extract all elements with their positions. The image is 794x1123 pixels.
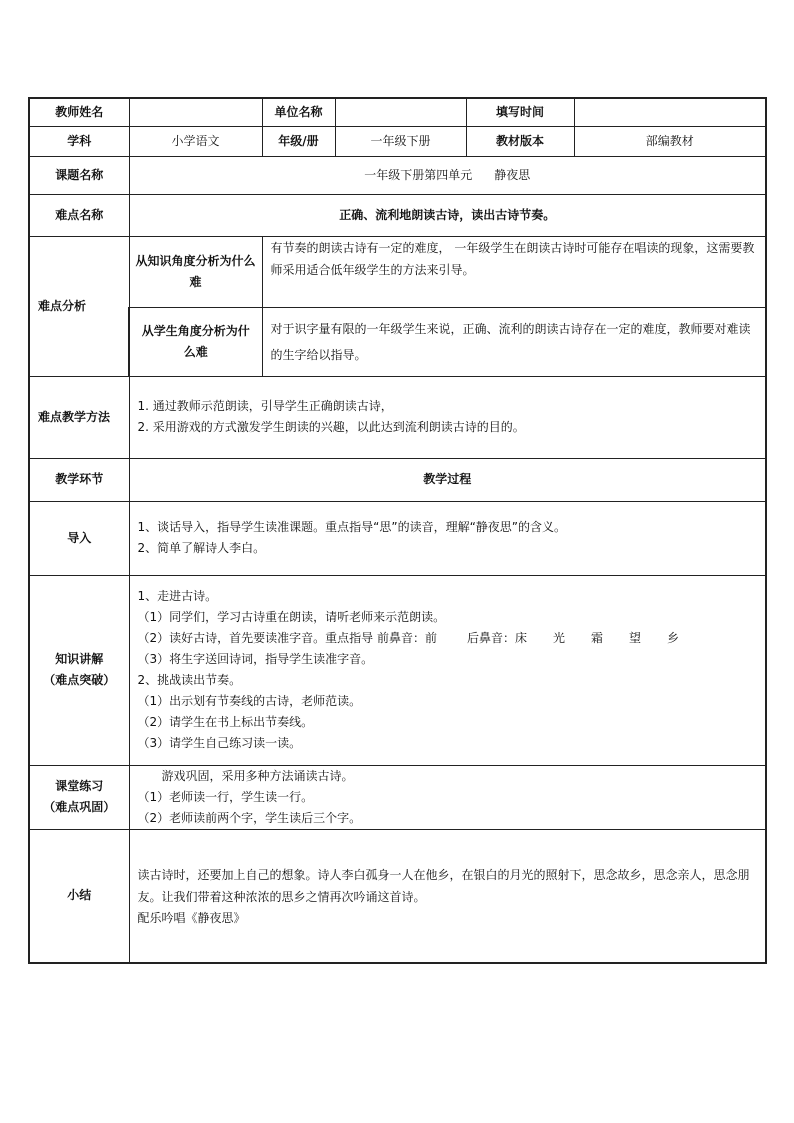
method-label: 难点教学方法	[29, 376, 129, 458]
intro-content	[129, 501, 766, 575]
process-header: 教学过程	[129, 458, 766, 501]
topic-value	[129, 156, 766, 194]
stage-header: 教学环节	[29, 458, 129, 501]
intro-line: 1、谈话导入，指导学生读准课题。重点指导“思”的读音，理解“静夜思”的含义。	[137, 520, 567, 534]
summary-label: 小结	[29, 829, 129, 963]
edition-value: 部编教材	[574, 126, 766, 156]
char-wang: 望	[629, 631, 642, 645]
student-angle-text: 对于识字量有限的一年级学生来说，正确、流利的朗读古诗存在一定的难度，教师要对难读的生字给以指导。	[262, 307, 766, 376]
edition-label: 教材版本	[466, 126, 574, 156]
lesson-plan-table	[28, 97, 767, 964]
difficulty-label: 难点名称	[29, 194, 129, 236]
char-shuang: 霜	[590, 631, 603, 645]
practice-label-line2: （难点巩固）	[43, 800, 116, 814]
summary-content	[129, 829, 766, 963]
student-angle-label: 从学生角度分析为什么难	[129, 307, 262, 376]
topic-poem: 静夜思	[494, 167, 531, 182]
grade-label: 年级/册	[262, 126, 335, 156]
practice-label	[29, 765, 129, 829]
practice-line: （2）老师读前两个字，学生读后三个字。	[137, 810, 362, 825]
knowledge-label	[29, 575, 129, 765]
unit-name-value	[335, 98, 466, 126]
front-nasal-text: （2）读好古诗，首先要读准字音。重点指导 前鼻音：前	[137, 631, 437, 645]
summary-text: 读古诗时，还要加上自己的想象。诗人李白孤身一人在他乡，在银白的月光的照射下，思念故乡，思念亲人，思念朋友。让我们带着这种浓浓的思乡之情再次吟诵这首诗。	[137, 867, 750, 904]
knowledge-line: （3）将生字送回诗词，指导学生读准字音。	[137, 652, 374, 666]
analysis-label: 难点分析	[29, 236, 129, 376]
char-xiang: 乡	[667, 631, 680, 645]
grade-value: 一年级下册	[335, 126, 466, 156]
knowledge-line: （1）出示划有节奏线的古诗，老师范读。	[137, 694, 362, 708]
subject-label: 学科	[29, 126, 129, 156]
fill-date-value	[574, 98, 766, 126]
summary-extra: 配乐吟唱《静夜思》	[137, 910, 246, 925]
char-guang: 光	[552, 631, 565, 645]
back-nasal-text: 后鼻音：床	[466, 631, 527, 645]
topic-unit: 一年级下册第四单元	[364, 167, 473, 182]
knowledge-line: 1、走进古诗。	[137, 589, 218, 603]
method-list	[129, 376, 766, 458]
practice-line: 游戏巩固，采用多种方法诵读古诗。	[161, 768, 354, 783]
knowledge-line: （3）请学生自己练习读一读。	[137, 736, 302, 750]
method-item: 1. 通过教师示范朗读，引导学生正确朗读古诗，	[137, 399, 393, 413]
practice-label-line1: 课堂练习	[55, 779, 104, 793]
knowledge-label-line2: （难点突破）	[43, 673, 116, 687]
practice-content	[129, 765, 766, 829]
knowledge-line: （1）同学们，学习古诗重在朗读，请听老师来示范朗读。	[137, 610, 446, 624]
topic-label: 课题名称	[29, 156, 129, 194]
difficulty-value: 正确、流利地朗读古诗，读出古诗节奏。	[129, 194, 766, 236]
knowledge-angle-label: 从知识角度分析为什么难	[129, 236, 262, 307]
knowledge-angle-text: 有节奏的朗读古诗有一定的难度， 一年级学生在朗读古诗时可能存在唱读的现象，这需要教师采用适合低年级学生的方法来引导。	[262, 236, 766, 307]
teacher-name-label: 教师姓名	[29, 98, 129, 126]
knowledge-line-pronunciation	[138, 628, 758, 649]
intro-label: 导入	[29, 501, 129, 575]
method-item: 2. 采用游戏的方式激发学生朗读的兴趣，以此达到流利朗读古诗的目的。	[137, 420, 525, 434]
intro-line: 2、简单了解诗人李白。	[137, 541, 266, 555]
knowledge-line: 2、挑战读出节奏。	[137, 673, 242, 687]
knowledge-label-line1: 知识讲解	[55, 652, 104, 666]
practice-line: （1）老师读一行，学生读一行。	[137, 789, 314, 804]
teacher-name-value	[129, 98, 262, 126]
knowledge-line: （2）请学生在书上标出节奏线。	[137, 715, 314, 729]
fill-date-label: 填写时间	[466, 98, 574, 126]
subject-value: 小学语文	[129, 126, 262, 156]
unit-name-label: 单位名称	[262, 98, 335, 126]
knowledge-content	[129, 575, 766, 765]
